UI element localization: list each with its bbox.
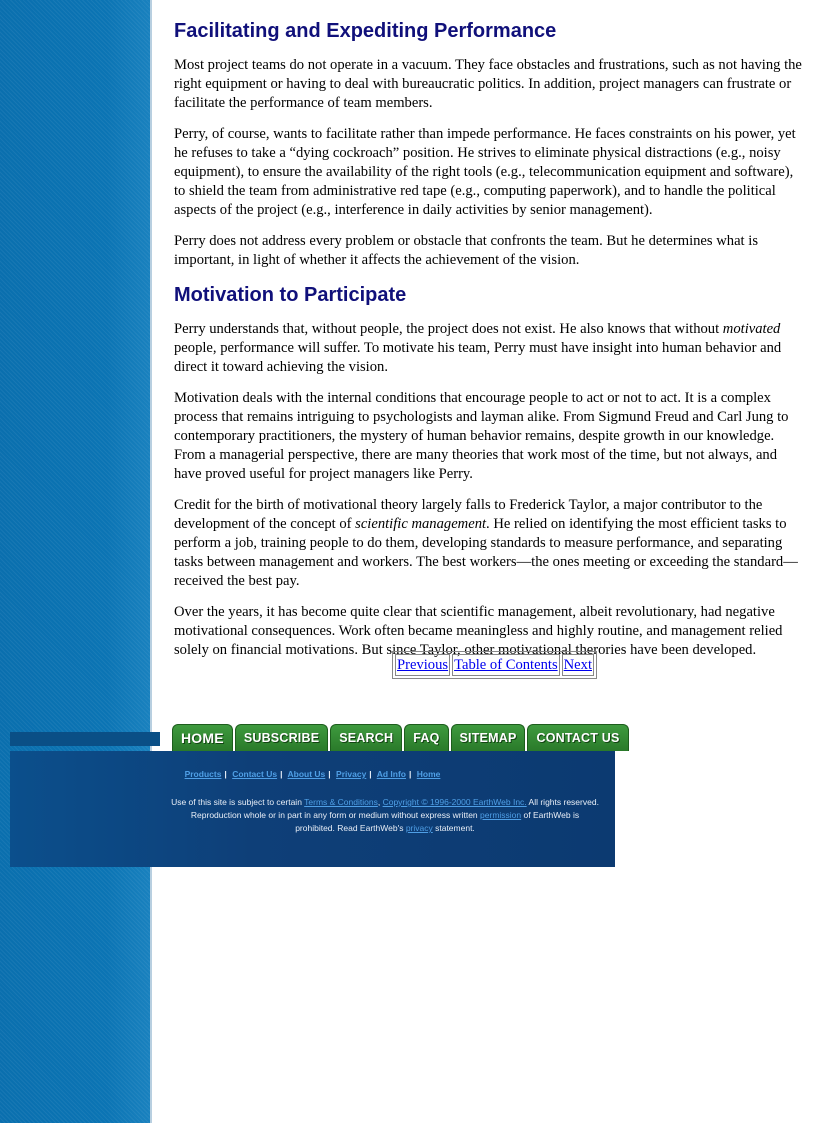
nav-contact-us-button[interactable]: CONTACT US xyxy=(527,724,628,751)
previous-link[interactable]: Previous xyxy=(397,657,449,673)
footer-link-privacy[interactable]: Privacy xyxy=(336,769,367,779)
page-navigation xyxy=(392,651,597,679)
footer-link-home[interactable]: Home xyxy=(416,769,441,779)
paragraph: Motivation deals with the internal conditions that encourage people to act or not to act. It is a complex process that remains intriguing to psychologists and layman alike. From Sigmund Freud and Carl Jung to contemporary practitioners, the mystery of human behavior remains, despite growth in our knowledge. From a managerial perspective, there are many theories that work most of the time, but not always, and have proved useful for project managers like Perry. xyxy=(174,390,789,482)
section-heading-facilitating: Facilitating and Expediting Performance xyxy=(174,20,557,42)
footer-link-ad-info[interactable]: Ad Info xyxy=(376,769,407,779)
nav-subscribe-button[interactable]: SUBSCRIBE xyxy=(235,724,328,751)
copyright-link[interactable]: Copyright © 1996-2000 EarthWeb Inc. xyxy=(382,797,527,807)
section-heading-motivation: Motivation to Participate xyxy=(174,284,407,306)
site-footer xyxy=(10,751,615,867)
permission-link[interactable]: permission xyxy=(480,810,522,820)
nav-home-button[interactable]: HOME xyxy=(172,724,233,751)
left-decorative-bar xyxy=(0,0,152,1123)
legal-notice: Use of this site is subject to certain Terms & Conditions, Copyright © 1996-2000 EarthWeb Inc. All rights reserved. Reproduction whole or in part in any form or medium without express written permission of EarthWeb is prohibited. Read EarthWeb's privacy statement. xyxy=(171,797,599,833)
paragraph: Perry, of course, wants to facilitate rather than impede performance. He faces constraints on his power, yet he refuses to take a “dying cockroach” position. He strives to eliminate physical distractions (e.g., noisy equipment), to ensure the availability of the right tools (e.g., telecommunication equipment and software), to shield the team from administrative red tape (e.g., computing paperwork), and to handle the political aspects of the project (e.g., interference in daily activities by senior management). xyxy=(174,126,796,218)
table-of-contents-link[interactable]: Table of Contents xyxy=(454,657,558,673)
nav-sitemap-button[interactable]: SITEMAP xyxy=(451,724,526,751)
paragraph: Most project teams do not operate in a vacuum. They face obstacles and frustrations, such as not having the right equipment or having to deal with bureaucratic politics. In addition, project managers can frustrate or facilitate the performance of team members. xyxy=(174,57,802,111)
terms-link[interactable]: Terms & Conditions xyxy=(304,797,378,807)
paragraph: Over the years, it has become quite clear that scientific management, albeit revolutionary, had negative motivational consequences. Work often became meaningless and highly routine, and management relied solely on financial motivations. But since Taylor, other motivational therories have been developed. xyxy=(174,604,783,658)
site-navbar xyxy=(172,724,629,750)
article-content xyxy=(174,18,804,672)
footer-link-about-us[interactable]: About Us xyxy=(287,769,326,779)
nav-faq-button[interactable]: FAQ xyxy=(404,724,448,751)
paragraph: Perry does not address every problem or obstacle that confronts the team. But he determines what is important, in light of whether it affects the achievement of the vision. xyxy=(174,233,758,268)
footer-link-contact-us[interactable]: Contact Us xyxy=(232,769,278,779)
footer-link-products[interactable]: Products xyxy=(184,769,222,779)
next-link[interactable]: Next xyxy=(563,657,592,673)
footer-links: Products | Contact Us | About Us | Privacy | Ad Info | Home xyxy=(184,769,441,779)
paragraph: Perry understands that, without people, the project does not exist. He also knows that without motivated people, performance will suffer. To motivate his team, Perry must have insight into human behavior and direct it toward achieving the vision. xyxy=(174,321,782,375)
footer-strip xyxy=(10,732,160,746)
paragraph: Credit for the birth of motivational theory largely falls to Frederick Taylor, a major contributor to the development of the concept of scientific management. He relied on identifying the most efficient tasks to perform a job, training people to do them, developing standards to measure performance, and separating tasks between management and workers. The best workers—the ones meeting or exceeding the standard—received the best pay. xyxy=(174,497,798,589)
privacy-statement-link[interactable]: privacy xyxy=(405,823,433,833)
nav-search-button[interactable]: SEARCH xyxy=(330,724,402,751)
